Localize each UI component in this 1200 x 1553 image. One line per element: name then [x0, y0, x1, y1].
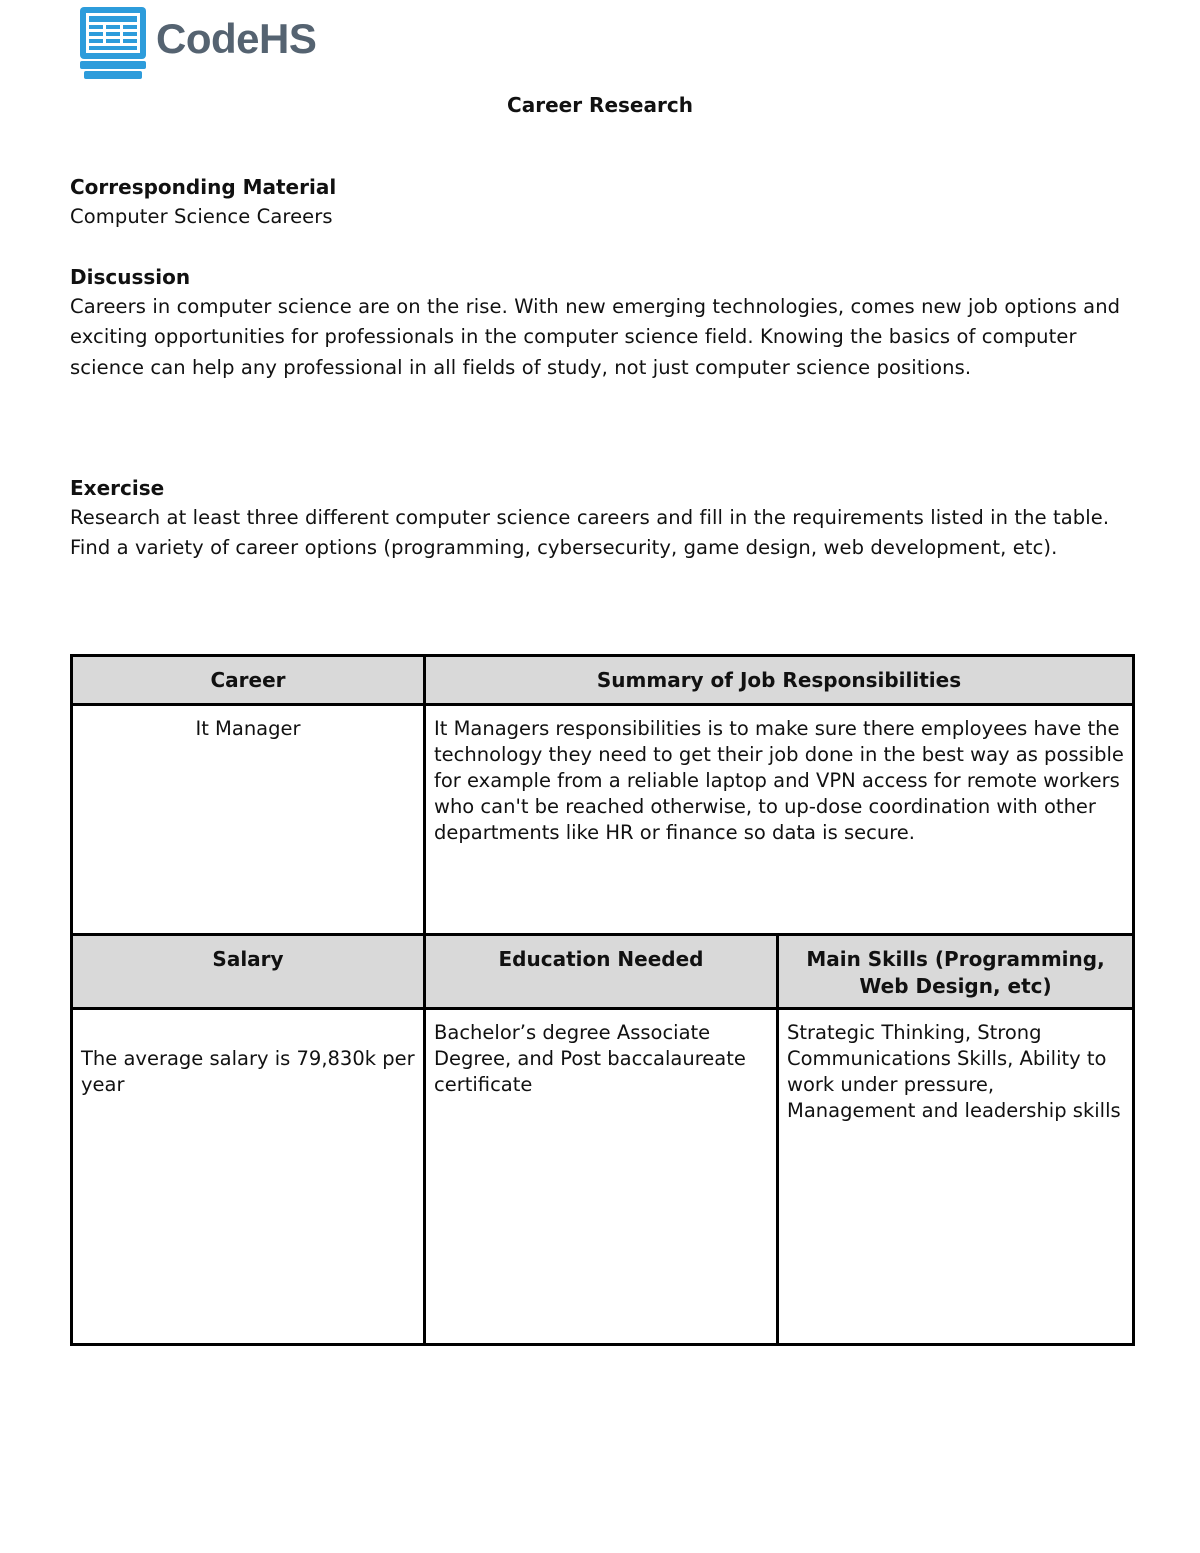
material-heading: Corresponding Material [70, 175, 337, 199]
table-header-row [72, 935, 1134, 1009]
skills-header: Main Skills (Programming, Web Design, etc) [778, 935, 1134, 1009]
material-section [70, 172, 1140, 232]
table-row [72, 1009, 1134, 1345]
career-table [70, 654, 1135, 1346]
material-text: Computer Science Careers [70, 205, 333, 228]
skills-cell[interactable]: Strategic Thinking, Strong Communications Skills, Ability to work under pressure, Management and leadership skills [778, 1009, 1134, 1345]
education-header: Education Needed [425, 935, 778, 1009]
page-title: Career Research [507, 93, 693, 117]
career-cell[interactable]: It Manager [72, 705, 425, 935]
salary-header: Salary [72, 935, 425, 1009]
discussion-heading: Discussion [70, 265, 191, 289]
discussion-section [70, 262, 1140, 383]
codehs-logo [78, 5, 316, 81]
summary-header: Summary of Job Responsibilities [425, 656, 1134, 705]
education-cell[interactable]: Bachelor’s degree Associate Degree, and Post baccalaureate certificate [425, 1009, 778, 1345]
table-header-row [72, 656, 1134, 705]
table-row [72, 705, 1134, 935]
exercise-section [70, 473, 1140, 564]
logo-text: CodeHS [156, 15, 317, 62]
summary-cell[interactable]: It Managers responsibilities is to make sure there employees have the technology they need to get their job done in the best way as possible for example from a reliable laptop and VPN access for remote workers who can't be reached otherwise, to up-dose coordination with other departments like HR or finance so data is secure. [425, 705, 1134, 935]
salary-cell[interactable]: The average salary is 79,830k per year [72, 1009, 425, 1345]
discussion-text: Careers in computer science are on the rise. With new emerging technologies, comes new job options and exciting opportunities for professionals in the computer science field. Knowing the basics of computer science can help any professional in all fields of study, not just computer science positions. [70, 295, 1121, 379]
monitor-icon [78, 5, 148, 81]
exercise-heading: Exercise [70, 476, 165, 500]
exercise-text: Research at least three different computer science careers and fill in the requirements listed in the table. Find a variety of career options (programming, cybersecurity, game design, web development, etc). [70, 506, 1110, 560]
career-header: Career [72, 656, 425, 705]
